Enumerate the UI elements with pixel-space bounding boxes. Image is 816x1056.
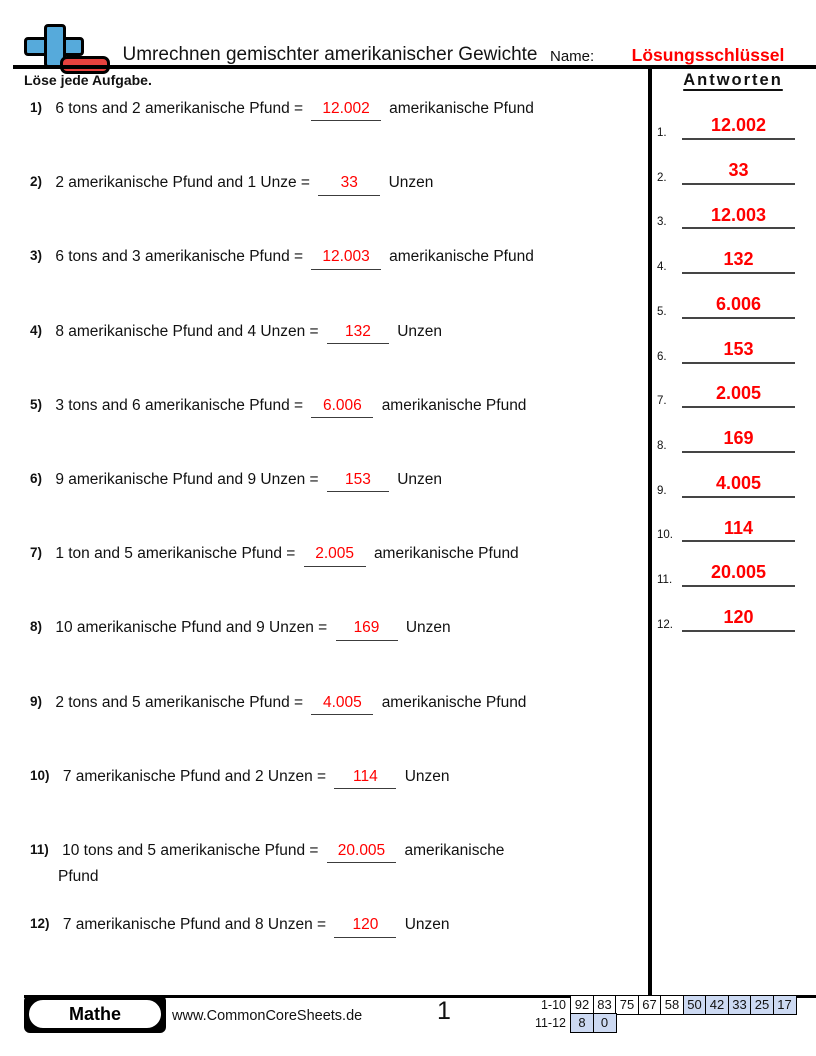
answer-row [657, 104, 795, 140]
answer-row-number: 10. [657, 529, 673, 542]
answer-row-number: 5. [657, 305, 667, 318]
score-cells [570, 1013, 617, 1033]
answer-unit-wrapped: Pfund [58, 868, 99, 886]
question-text: 8 amerikanische Pfund and 4 Unzen = [55, 322, 319, 340]
answer-row-value: 12.003 [682, 206, 795, 230]
score-cell: 17 [773, 995, 797, 1015]
question-text: 10 tons and 5 amerikanische Pfund = [62, 842, 319, 859]
website-link[interactable]: www.CommonCoreSheets.de [172, 1008, 363, 1024]
answer-value: 33 [340, 174, 358, 192]
score-cell: 58 [660, 995, 684, 1015]
question-text: 2 tons and 5 amerikanische Pfund = [55, 693, 304, 711]
question-number: 9) [30, 693, 43, 709]
answer-blank [311, 395, 373, 418]
answer-unit: amerikanische Pfund [389, 248, 534, 266]
page-number: 1 [437, 997, 451, 1025]
score-cell: 50 [683, 995, 707, 1015]
question-row [30, 98, 642, 121]
score-cell: 0 [593, 1013, 617, 1033]
answer-blank [327, 840, 396, 863]
subject-badge [24, 995, 166, 1033]
score-cell: 8 [570, 1013, 594, 1033]
answer-row-number: 9. [657, 484, 667, 497]
answer-row [657, 596, 795, 632]
question-row [30, 692, 642, 715]
question-row [30, 914, 642, 937]
answer-blank [334, 766, 396, 789]
answer-row-number: 1. [657, 127, 667, 139]
answer-unit: Unzen [404, 767, 450, 785]
subject-label: Mathe [27, 998, 163, 1030]
score-cell: 75 [615, 995, 639, 1015]
answer-row-value: 120 [682, 608, 795, 632]
score-row [528, 1013, 797, 1033]
answer-blank [336, 617, 398, 640]
score-cell: 67 [638, 995, 662, 1015]
answer-row-number: 6. [657, 350, 667, 363]
score-cell: 33 [728, 995, 752, 1015]
answer-blank [334, 914, 396, 937]
answer-blank [311, 246, 380, 269]
answer-row-value: 153 [682, 340, 795, 364]
answer-blank [327, 321, 389, 344]
question-text: 10 amerikanische Pfund and 9 Unzen = [55, 619, 328, 637]
question-row [30, 766, 642, 789]
question-row [30, 321, 642, 344]
answer-unit: Unzen [404, 916, 450, 934]
answer-value: 120 [352, 916, 379, 934]
answer-row [657, 283, 795, 319]
question-row [30, 246, 642, 269]
question-number: 1) [30, 100, 43, 115]
score-grid [528, 996, 797, 1033]
answer-row-number: 2. [657, 171, 667, 184]
question-number: 6) [30, 471, 43, 486]
score-cell: 25 [750, 995, 774, 1015]
answer-row-number: 7. [657, 395, 667, 408]
answer-row-value: 20.005 [682, 563, 795, 587]
answer-unit: amerikanische Pfund [373, 545, 519, 563]
answer-row-value: 33 [682, 161, 795, 185]
question-text: 7 amerikanische Pfund and 8 Unzen = [62, 916, 327, 934]
question-number: 3) [30, 248, 43, 264]
question-row [30, 172, 642, 195]
answer-value: 20.005 [337, 842, 386, 859]
answer-value: 6.006 [322, 396, 362, 414]
score-row-label: 1-10 [540, 997, 566, 1012]
score-cells [570, 995, 797, 1015]
question-row [30, 617, 642, 640]
answer-value: 12.002 [322, 100, 370, 117]
name-label: Name: [550, 48, 595, 65]
question-number: 11) [30, 842, 49, 857]
question-row [30, 469, 642, 492]
answer-row-value: 4.005 [682, 474, 795, 498]
question-number: 2) [30, 174, 43, 190]
answer-blank [311, 98, 380, 121]
score-cell: 92 [570, 995, 594, 1015]
question-text: 7 amerikanische Pfund and 2 Unzen = [62, 767, 327, 785]
score-cell: 42 [705, 995, 729, 1015]
question-text: 9 amerikanische Pfund and 9 Unzen = [55, 471, 319, 488]
score-row-label: 11-12 [534, 1016, 566, 1030]
answer-blank [327, 469, 389, 492]
answer-row-value: 169 [682, 429, 795, 453]
answer-unit: Unzen [397, 322, 443, 340]
answer-value: 114 [353, 767, 378, 785]
question-number: 12) [30, 916, 50, 932]
answer-blank [304, 543, 366, 566]
answer-row [657, 193, 795, 229]
answer-value: 12.003 [322, 248, 370, 266]
answer-row [657, 372, 795, 408]
question-text: 3 tons and 6 amerikanische Pfund = [55, 396, 304, 414]
answer-unit: amerikanische Pfund [381, 693, 527, 711]
page-title: Umrechnen gemischter amerikanischer Gewichte [122, 44, 538, 65]
answer-row-number: 11. [657, 574, 673, 586]
answer-row-number: 12. [657, 618, 673, 631]
answer-row-value: 114 [682, 519, 795, 543]
answer-row [657, 506, 795, 542]
answer-value: 2.005 [315, 545, 355, 563]
column-divider [648, 69, 652, 995]
answer-row [657, 417, 795, 453]
answers-panel-title: Antworten [683, 71, 783, 89]
answer-row [657, 462, 795, 498]
question-number: 5) [30, 396, 43, 412]
answer-unit: amerikanische Pfund [389, 100, 534, 117]
answer-value: 169 [353, 619, 380, 637]
question-row [30, 395, 642, 418]
answer-row-value: 2.005 [682, 384, 795, 408]
answer-row-number: 8. [657, 439, 667, 452]
question-number: 10) [30, 767, 50, 783]
question-number: 4) [30, 322, 43, 338]
answer-row-value: 132 [682, 250, 795, 274]
question-number: 7) [30, 545, 43, 561]
question-row [30, 543, 642, 566]
answer-unit: Unzen [388, 174, 434, 192]
answer-row [657, 149, 795, 185]
answer-key-label: Lösungsschlüssel [631, 45, 785, 65]
question-text: 2 amerikanische Pfund and 1 Unze = [55, 174, 310, 192]
question-text: 1 ton and 5 amerikanische Pfund = [55, 545, 296, 563]
answer-unit: amerikanische [404, 842, 505, 859]
answer-blank [311, 692, 373, 715]
answer-blank [318, 172, 380, 195]
question-text: 6 tons and 3 amerikanische Pfund = [55, 248, 304, 266]
answer-row [657, 551, 795, 587]
answer-value: 153 [344, 471, 371, 488]
score-row [528, 995, 797, 1015]
answer-row [657, 328, 795, 364]
answer-row-number: 3. [657, 216, 667, 229]
question-row [30, 840, 642, 889]
question-number: 8) [30, 619, 43, 635]
score-cell: 83 [593, 995, 617, 1015]
answer-unit: Unzen [397, 471, 443, 488]
answer-row-value: 12.002 [682, 116, 795, 140]
answer-row-number: 4. [657, 261, 667, 274]
question-text: 6 tons and 2 amerikanische Pfund = [55, 100, 304, 117]
answer-value: 132 [344, 322, 371, 340]
answer-unit: Unzen [405, 619, 451, 637]
answer-unit: amerikanische Pfund [381, 396, 527, 414]
answer-row-value: 6.006 [682, 295, 795, 319]
answer-value: 4.005 [322, 693, 362, 711]
answer-row [657, 238, 795, 274]
instruction-text: Löse jede Aufgabe. [24, 72, 152, 88]
